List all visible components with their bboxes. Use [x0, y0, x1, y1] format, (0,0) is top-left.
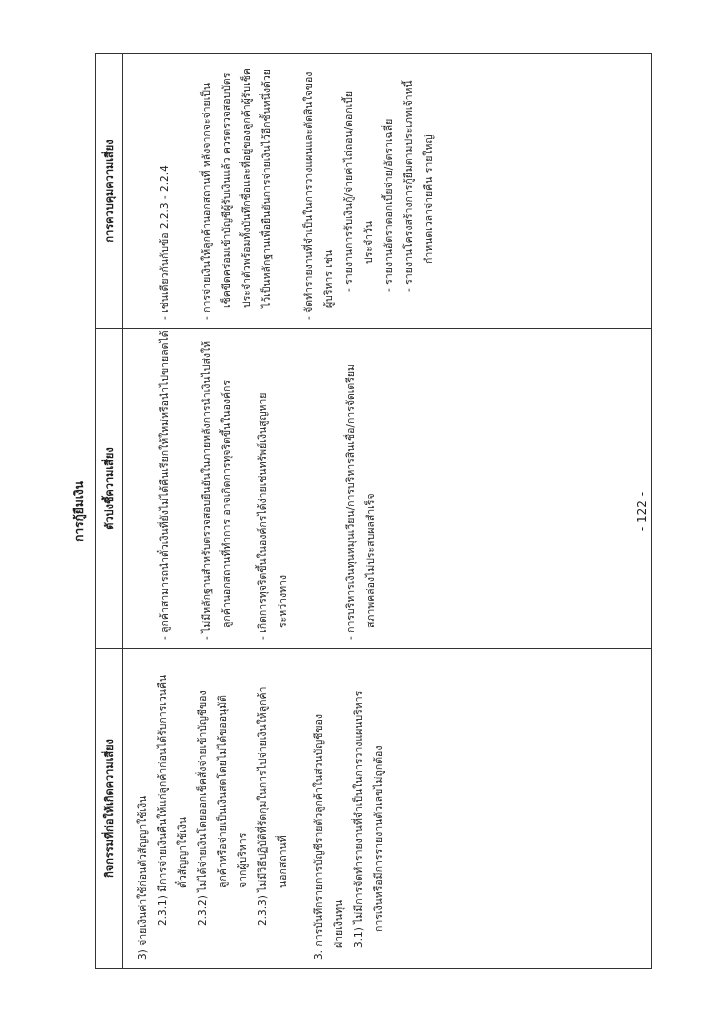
control-line: - รายงานการรับเงินกู้/จ่ายค่าไถ่ถอน/ดอกเบี้ย [343, 90, 355, 292]
control-line: - จัดทำรายงานที่จำเป็นในการวางแผนและตัดสินใจของ [303, 71, 315, 320]
risk-line: - การบริหารเงินทุนหมุนเวียน/การบริหารสินเชื่อ/การจัดเตรียม [345, 364, 357, 640]
control-line: ประจำวัน [363, 220, 375, 264]
risk-indicator-cell [123, 329, 652, 649]
activity-line: ตั๋วสัญญาใช้เงิน [177, 816, 189, 888]
risk-line: ลูกค้านอกสถานที่ทำการ อาจเกิดการทุจริตขึ้นในองค์กร [221, 379, 233, 628]
activity-cell [123, 649, 652, 969]
table-row [123, 54, 652, 969]
risk-line: - เกิดการทุจริตขึ้นในองค์กรได้ง่ายเช่นทรัพย์เงินสูญหาย [257, 392, 269, 640]
header-risk-indicator: ตัวบ่งชี้ความเสี่ยง [96, 329, 123, 649]
table-header-row [96, 54, 123, 969]
control-line: ผู้บริหาร เช่น [323, 249, 335, 308]
control-line: - รายงานอัตราดอกเบี้ยจ่าย/อัตราเฉลี่ย [383, 118, 395, 292]
activity-line: 3) จ่ายเงินค่าใช้ก่อนตัวสัญญาใช้เงิน [137, 795, 149, 960]
control-line: - เช่นเดียวกันกับข้อ 2.2.3 - 2.2.4 [159, 165, 171, 320]
activity-line: 2.3.1) มีการจ่ายเงินคืนให้แก่ลูกค้าก่อนได้รับการเวนคืน [157, 674, 169, 926]
document-title: การกู้ยืมเงิน [72, 481, 86, 542]
risk-line: - ลูกค้าสามารถนำตั๋วเงินที่ยังไม่ได้คืนเรียกให้ใหม่หรือนำไปขายลดได้ [159, 330, 171, 640]
activity-line: ฝ่ายเงินทุน [333, 899, 345, 948]
activity-line: จากผู้บริหาร [237, 832, 249, 888]
activity-line: 2.3.2) ไม่ได้จ่ายเงินโดยออกเช็คสั่งจ่ายเข้าบัญชีของ [197, 690, 209, 926]
risk-control-cell [123, 54, 652, 329]
header-risk-control: การควบคุมความเสี่ยง [96, 54, 123, 329]
control-line: - รายงานโครงสร้างการกู้ยืมตามประเภทเจ้าหนี้ [403, 80, 415, 292]
page-number: - 122 - [635, 491, 649, 532]
activity-line: 2.3.3) ไม่มีวิธีปฏิบัติที่รัดกุมในการไปจ่ายเงินให้ลูกค้า [257, 686, 269, 926]
control-line: - การจ่ายเงินให้ลูกค้านอกสถานที่ หลังจากจะจ่ายเป็น [201, 82, 213, 320]
activity-line: ลูกค้าหรือจ่ายเป็นเงินสดโดยไม่ได้ขออนุมัติ [217, 695, 229, 888]
control-line: กำหนดเวลาจ่ายคืน รายใหญ่ [423, 134, 435, 264]
risk-line: สภาพคล่องไม่ประสบผลสำเร็จ [365, 493, 377, 628]
control-line: ประจำตัวพร้อมทั้งบันทึกชื่อและที่อยู่ของลูกค้าผู้รับเช็ค [241, 68, 253, 308]
risk-line: ระหว่างทาง [277, 574, 289, 628]
activity-line: 3. การบันทึกรายการบัญชีรายตัวลูกค้าในส่วนบัญชีของ [313, 714, 325, 960]
activity-line: การเงินหรือมีการรายงานตัวเลขไม่ถูกต้อง [373, 745, 385, 932]
header-activity: กิจกรรมที่ก่อให้เกิดความเสี่ยง [96, 649, 123, 969]
risk-line: - ไม่มีหลักฐานสำหรับตรวจสอบยืนยันในภายหลังการนำเงินไปส่งให้ [201, 340, 213, 640]
activity-line: นอกสถานที่ [277, 835, 289, 888]
control-line: เช็คขีดคร่อมเข้าบัญชีผู้รับเงินแล้ว ควรตรวจสอบบัตร [221, 72, 233, 308]
control-line: ไว้เป็นหลักฐานเพื่อยืนยันการจ่ายเงินไว้อีกชั้นหนึ่งด้วย [261, 69, 273, 308]
activity-line: 3.1) ไม่มีการจัดทำรายงานที่จำเป็นในการวางแผนบริหาร [353, 690, 365, 948]
risk-control-table [95, 53, 652, 969]
